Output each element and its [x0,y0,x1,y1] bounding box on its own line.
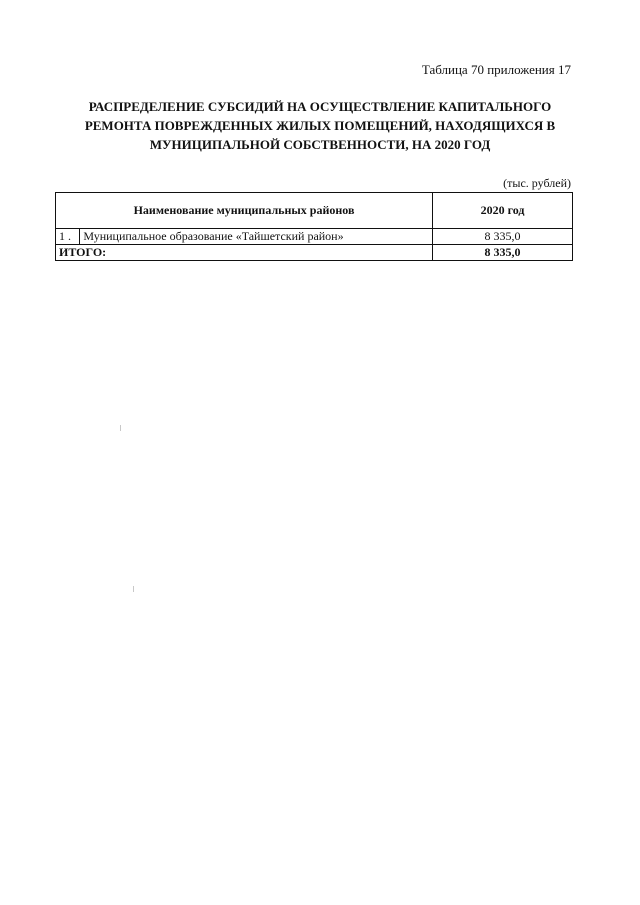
table-row [56,229,573,245]
total-label: ИТОГО: [56,245,433,261]
subsidy-table [55,192,573,261]
row-value: 8 335,0 [433,229,573,245]
total-value: 8 335,0 [433,245,573,261]
title-line-1: РАСПРЕДЕЛЕНИЕ СУБСИДИЙ НА ОСУЩЕСТВЛЕНИЕ КАПИТАЛЬНОГО [88,99,552,114]
header-year: 2020 год [433,193,573,229]
title-line-3: МУНИЦИПАЛЬНОЙ СОБСТВЕННОСТИ, НА 2020 ГОД [149,137,491,152]
row-name: Муниципальное образование «Тайшетский район» [80,229,433,245]
table-header-row [56,193,573,229]
scan-mark [120,425,121,431]
document-title [40,97,600,154]
header-name: Наименование муниципальных районов [56,193,433,229]
table-total-row [56,245,573,261]
title-line-2: РЕМОНТА ПОВРЕЖДЕННЫХ ЖИЛЫХ ПОМЕЩЕНИЙ, НАХОДЯЩИХСЯ В [84,118,556,133]
scan-mark [133,586,134,592]
table-reference: Таблица 70 приложения 17 [421,62,571,77]
row-number: 1 . [56,229,80,245]
units-label: (тыс. рублей) [503,176,571,190]
